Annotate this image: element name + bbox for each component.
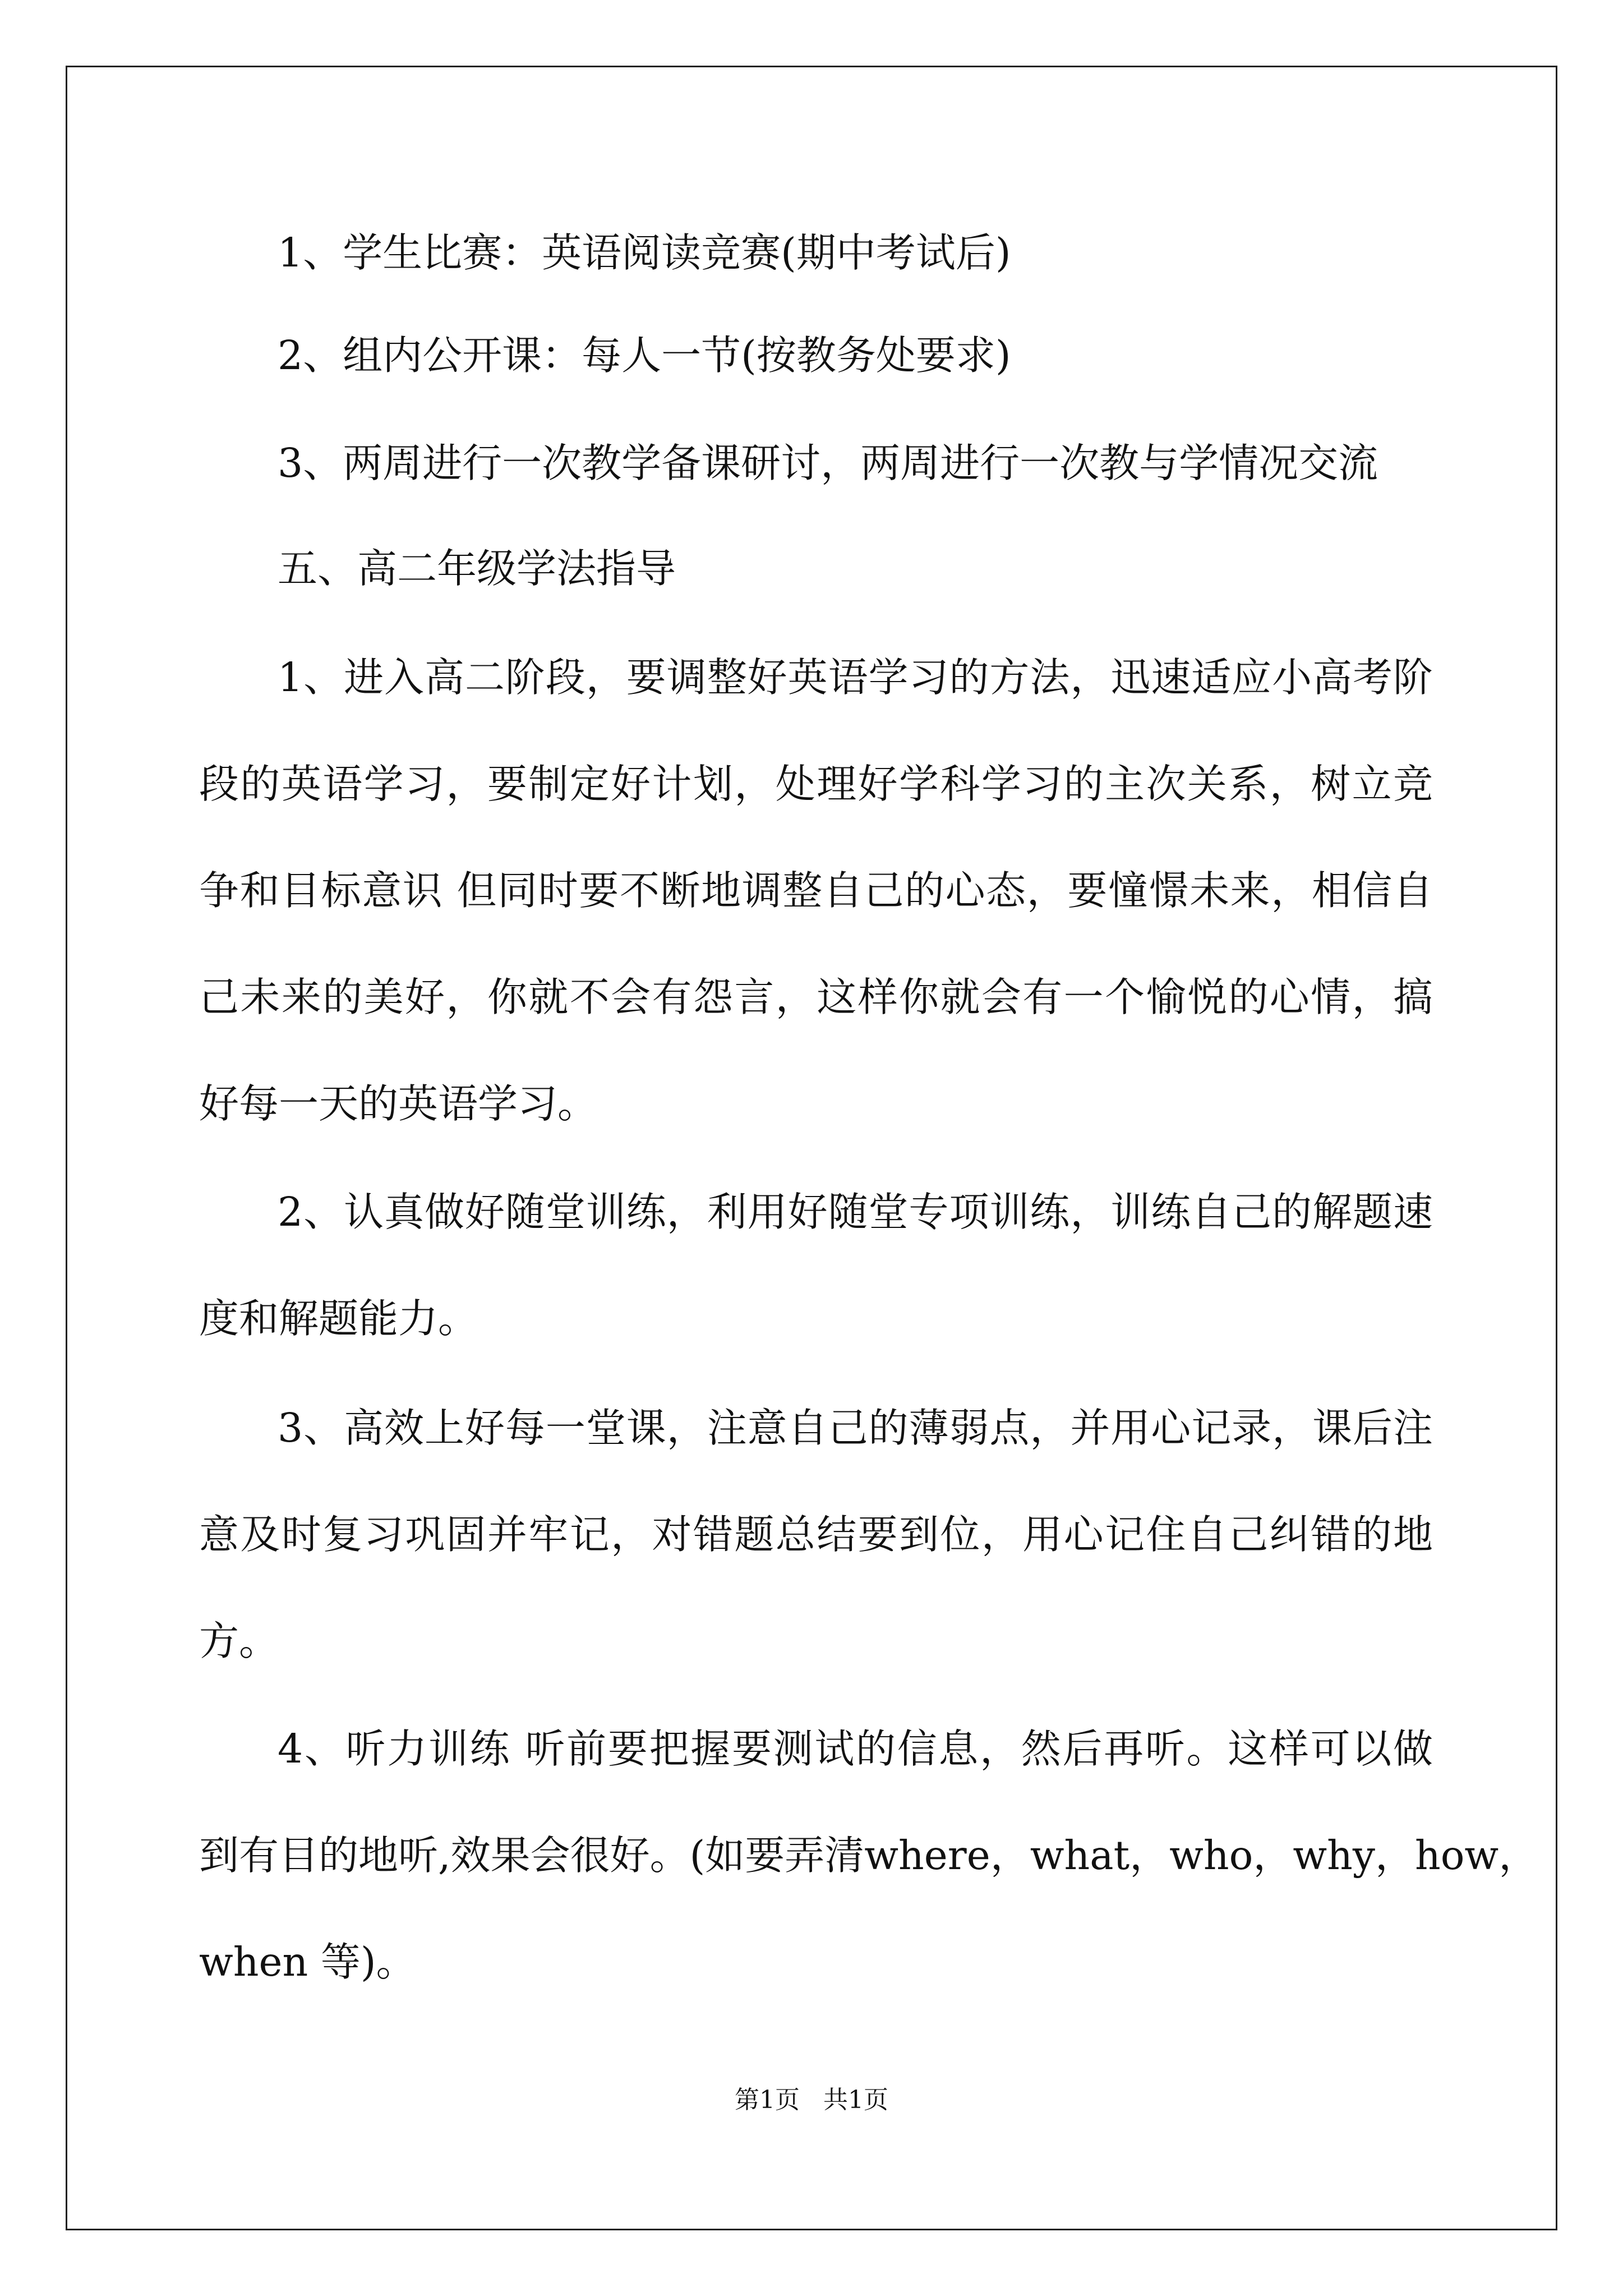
paragraph-3-line-1: 3、高效上好每一堂课，注意自己的薄弱点，并用心记录，课后注 [278, 1405, 1433, 1451]
paragraph-1-line-4: 己未来的美好，你就不会有怨言，这样你就会有一个愉悦的心情，搞 [199, 974, 1433, 1020]
paragraph-4-line-1: 4、听力训练 听前要把握要测试的信息，然后再听。这样可以做 [278, 1726, 1433, 1772]
paragraph-3-line-2: 意及时复习巩固并牢记，对错题总结要到位，用心记住自己纠错的地 [199, 1511, 1433, 1558]
paragraph-3-line-3: 方。 [199, 1618, 279, 1664]
paragraph-4-line-2: 到有目的地听,效果会很好。(如要弄清where，what，who，why，how， [199, 1832, 1539, 1879]
section-heading-study-guidance: 五、高二年级学法指导 [278, 545, 676, 592]
paragraph-1-line-5: 好每一天的英语学习。 [199, 1080, 598, 1127]
paragraph-2-line-1: 2、认真做好随堂训练，利用好随堂专项训练，训练自己的解题速 [278, 1189, 1433, 1235]
paragraph-1-line-2: 段的英语学习，要制定好计划，处理好学科学习的主次关系，树立竞 [199, 761, 1433, 807]
page-footer: 第1页 共1页 [735, 2086, 888, 2114]
paragraph-1-line-3: 争和目标意识 但同时要不断地调整自己的心态，要憧憬未来，相信自 [199, 867, 1433, 914]
paragraph-4-line-3: when 等)。 [199, 1939, 416, 1985]
page-border [66, 66, 1557, 2230]
item-student-competition: 1、学生比赛：英语阅读竞赛(期中考试后) [278, 229, 1011, 276]
item-open-class: 2、组内公开课：每人一节(按教务处要求) [278, 332, 1011, 379]
paragraph-1-line-1: 1、进入高二阶段，要调整好英语学习的方法，迅速适应小高考阶 [278, 654, 1433, 701]
item-biweekly-seminar: 3、两周进行一次教学备课研讨，两周进行一次教与学情况交流 [278, 440, 1378, 486]
paragraph-2-line-2: 度和解题能力。 [199, 1295, 478, 1342]
